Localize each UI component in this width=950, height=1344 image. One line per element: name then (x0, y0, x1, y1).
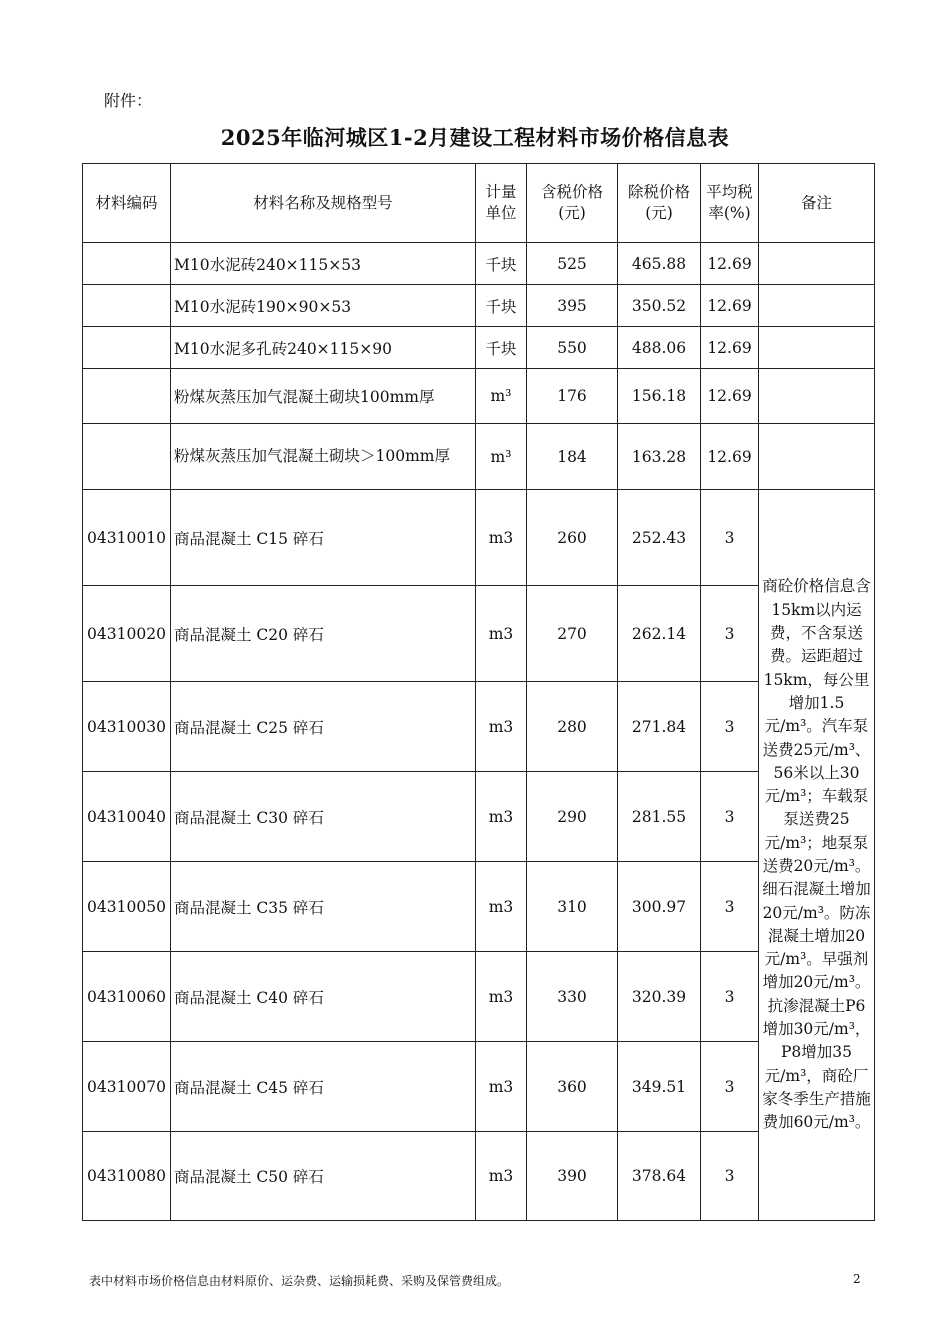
cell-unit: m3 (476, 862, 527, 952)
cell-code: 04310080 (83, 1132, 171, 1221)
cell-name: M10水泥砖190×90×53 (171, 285, 476, 327)
cell-code: 04310010 (83, 490, 171, 586)
cell-name: 商品混凝土 C20 碎石 (171, 586, 476, 682)
concrete-remark: 商砼价格信息含15km以内运费，不含泵送费。运距超过15km，每公里增加1.5元/m³。汽车泵送费25元/m³、56米以上30元/m³；车载泵泵送费25元/m³；地泵泵送费20元/m³。细石混凝土增加20元/m³。防冻混凝土增加20元/m³。早强剂增加20元/m³。抗渗混凝土P6增加30元/m³，P8增加35元/m³，商砼厂家冬季生产措施费加60元/m³。 (759, 490, 875, 1221)
cell-price-notax: 252.43 (618, 490, 701, 586)
cell-code (83, 369, 171, 424)
price-table (82, 163, 875, 1221)
table-row (83, 1132, 875, 1221)
cell-price-notax: 271.84 (618, 682, 701, 772)
cell-code: 04310070 (83, 1042, 171, 1132)
cell-tax-rate: 3 (701, 490, 759, 586)
cell-price-notax: 163.28 (618, 424, 701, 490)
header-tax-rate: 平均税率(%) (701, 164, 759, 243)
cell-price-tax: 550 (527, 327, 618, 369)
cell-unit: m3 (476, 952, 527, 1042)
cell-tax-rate: 12.69 (701, 285, 759, 327)
cell-unit: m3 (476, 1132, 527, 1221)
cell-price-notax: 349.51 (618, 1042, 701, 1132)
page-title: 2025年临河城区1-2月建设工程材料市场价格信息表 (220, 125, 730, 150)
cell-price-tax: 390 (527, 1132, 618, 1221)
header-row (83, 164, 875, 243)
cell-price-notax: 300.97 (618, 862, 701, 952)
page-number: 2 (853, 1272, 861, 1286)
cell-price-tax: 310 (527, 862, 618, 952)
cell-price-tax: 184 (527, 424, 618, 490)
cell-tax-rate: 3 (701, 1042, 759, 1132)
table-row (83, 862, 875, 952)
table-row (83, 243, 875, 285)
cell-tax-rate: 12.69 (701, 424, 759, 490)
cell-price-tax: 330 (527, 952, 618, 1042)
cell-name: M10水泥多孔砖240×115×90 (171, 327, 476, 369)
cell-unit: m3 (476, 1042, 527, 1132)
cell-price-notax: 320.39 (618, 952, 701, 1042)
cell-unit: m3 (476, 772, 527, 862)
cell-name: 商品混凝土 C15 碎石 (171, 490, 476, 586)
cell-tax-rate: 3 (701, 586, 759, 682)
cell-name: 商品混凝土 C35 碎石 (171, 862, 476, 952)
cell-price-notax: 465.88 (618, 243, 701, 285)
cell-unit: m³ (476, 369, 527, 424)
cell-name: 商品混凝土 C40 碎石 (171, 952, 476, 1042)
cell-remark (759, 285, 875, 327)
cell-remark (759, 243, 875, 285)
cell-name: 粉煤灰蒸压加气混凝土砌块100mm厚 (171, 369, 476, 424)
cell-code (83, 424, 171, 490)
cell-unit: 千块 (476, 285, 527, 327)
cell-tax-rate: 3 (701, 682, 759, 772)
cell-tax-rate: 12.69 (701, 369, 759, 424)
cell-code (83, 327, 171, 369)
cell-price-tax: 525 (527, 243, 618, 285)
cell-code (83, 243, 171, 285)
cell-price-tax: 395 (527, 285, 618, 327)
cell-name: 粉煤灰蒸压加气混凝土砌块＞100mm厚 (171, 424, 476, 490)
cell-code: 04310050 (83, 862, 171, 952)
table-row (83, 285, 875, 327)
cell-tax-rate: 3 (701, 772, 759, 862)
cell-code: 04310040 (83, 772, 171, 862)
cell-code (83, 285, 171, 327)
table-row (83, 952, 875, 1042)
header-code: 材料编码 (83, 164, 171, 243)
table-row (83, 490, 875, 586)
footnote: 表中材料市场价格信息由材料原价、运杂费、运输损耗费、采购及保管费组成。 (89, 1274, 510, 1288)
attachment-label: 附件： (104, 91, 153, 110)
cell-price-tax: 176 (527, 369, 618, 424)
cell-remark (759, 424, 875, 490)
cell-price-notax: 350.52 (618, 285, 701, 327)
cell-unit: 千块 (476, 243, 527, 285)
cell-code: 04310030 (83, 682, 171, 772)
cell-code: 04310060 (83, 952, 171, 1042)
cell-unit: m3 (476, 490, 527, 586)
table-row (83, 586, 875, 682)
cell-tax-rate: 3 (701, 952, 759, 1042)
cell-name: 商品混凝土 C45 碎石 (171, 1042, 476, 1132)
cell-remark (759, 327, 875, 369)
cell-name: M10水泥砖240×115×53 (171, 243, 476, 285)
cell-price-tax: 290 (527, 772, 618, 862)
header-name: 材料名称及规格型号 (171, 164, 476, 243)
cell-price-notax: 378.64 (618, 1132, 701, 1221)
header-remark: 备注 (759, 164, 875, 243)
cell-price-notax: 281.55 (618, 772, 701, 862)
table-row (83, 369, 875, 424)
cell-price-tax: 280 (527, 682, 618, 772)
cell-unit: m3 (476, 586, 527, 682)
cell-price-notax: 488.06 (618, 327, 701, 369)
cell-unit: 千块 (476, 327, 527, 369)
cell-remark (759, 369, 875, 424)
table-row (83, 1042, 875, 1132)
cell-tax-rate: 12.69 (701, 327, 759, 369)
cell-price-notax: 262.14 (618, 586, 701, 682)
table-row (83, 682, 875, 772)
cell-unit: m³ (476, 424, 527, 490)
cell-price-notax: 156.18 (618, 369, 701, 424)
cell-name: 商品混凝土 C30 碎石 (171, 772, 476, 862)
header-unit: 计量单位 (476, 164, 527, 243)
cell-name: 商品混凝土 C25 碎石 (171, 682, 476, 772)
table-row (83, 772, 875, 862)
cell-tax-rate: 3 (701, 1132, 759, 1221)
cell-unit: m3 (476, 682, 527, 772)
cell-price-tax: 270 (527, 586, 618, 682)
cell-tax-rate: 3 (701, 862, 759, 952)
cell-price-tax: 360 (527, 1042, 618, 1132)
header-price-notax: 除税价格(元) (618, 164, 701, 243)
cell-price-tax: 260 (527, 490, 618, 586)
cell-name: 商品混凝土 C50 碎石 (171, 1132, 476, 1221)
table-row (83, 327, 875, 369)
table-row (83, 424, 875, 490)
header-price-tax: 含税价格(元) (527, 164, 618, 243)
cell-tax-rate: 12.69 (701, 243, 759, 285)
cell-code: 04310020 (83, 586, 171, 682)
